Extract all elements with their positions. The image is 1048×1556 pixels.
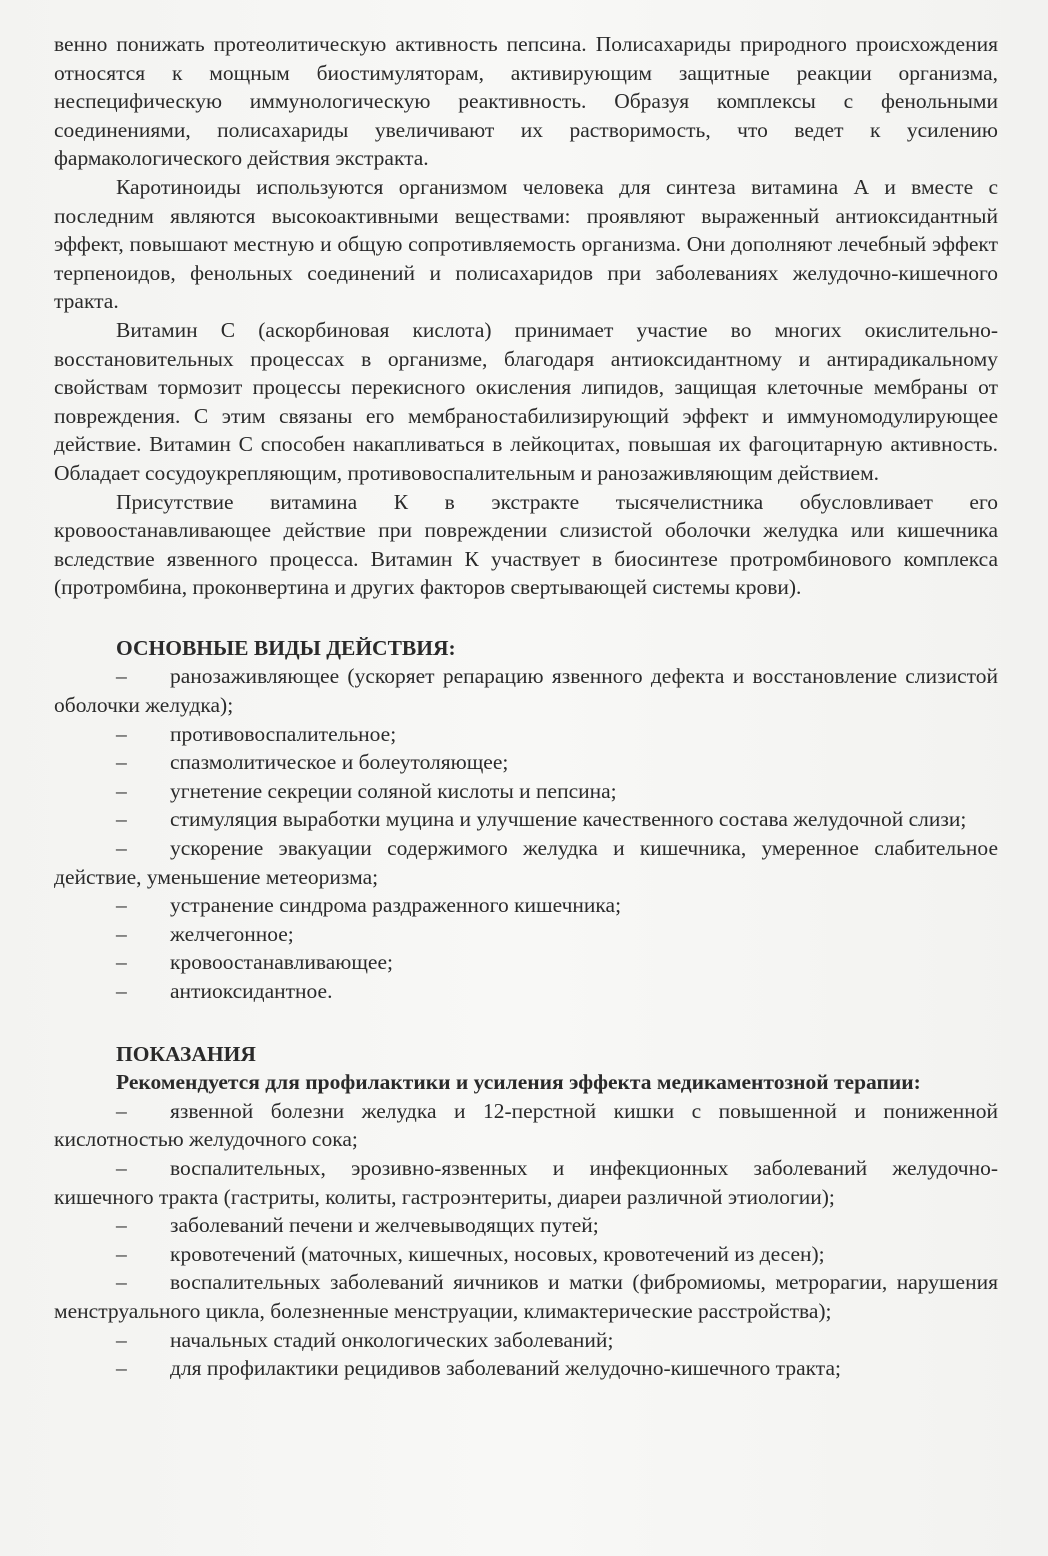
section-spacer <box>54 602 998 634</box>
dash-marker: – <box>116 950 127 975</box>
dash-marker: – <box>116 893 127 918</box>
dash-marker: – <box>116 664 127 689</box>
list-item: – устранение синдрома раздраженного кишечника; <box>54 891 998 920</box>
list-item: – воспалительных, эрозивно-язвенных и инфекционных заболеваний желудочно-кишечного тракта (гастриты, колиты, гастроэнтериты, диареи различной этиологии); <box>54 1155 998 1209</box>
dash-marker: – <box>116 721 127 746</box>
list-item: – ускорение эвакуации содержимого желудка и кишечника, умеренное слабительное действие, уменьшение метеоризма; <box>54 836 998 889</box>
dash-marker: – <box>116 1270 127 1295</box>
list-item: – начальных стадий онкологических заболеваний; <box>54 1326 998 1355</box>
dash-marker: – <box>116 1155 127 1180</box>
dash-marker: – <box>116 979 127 1003</box>
paragraph-carotenoids: Каротиноиды используются организмом человека для синтеза витамина А и вместе с последним являются высокоактивными веществами: проявляют выраженный антиоксидантный эффект, повышают местную и общую сопротивляемость организма. Они дополняют лечебный эффект терпеноидов, фенольных соединений и полисахаридов при заболеваниях желудочно-кишечного тракта. <box>54 174 998 314</box>
list-item: – язвенной болезни желудка и 12-перстной кишки с повышенной и пониженной кислотностью желудочного сока; <box>54 1098 998 1152</box>
dash-marker: – <box>116 1213 127 1238</box>
list-item: – для профилактики рецидивов заболеваний желудочно-кишечного тракта; <box>54 1354 998 1383</box>
list-item: – желчегонное; <box>54 920 998 949</box>
dash-marker: – <box>116 778 127 803</box>
list-item: – кровоостанавливающее; <box>54 948 998 977</box>
section-spacer <box>54 1006 998 1040</box>
dash-marker: – <box>116 1327 127 1352</box>
dash-marker: – <box>116 921 127 946</box>
paragraph-polysaccharides: венно понижать протеолитическую активность пепсина. Полисахариды природного происхождения относятся к мощным биостимуляторам, активирующим защитные реакции организма, неспецифическую иммунологическую реактивность. Образуя комплексы с фенольными соединениями, полисахариды увеличивают их растворимость, что ведет к усилению фармакологического действия экстракта. <box>54 32 998 171</box>
list-item: – заболеваний печени и желчевыводящих путей; <box>54 1211 998 1240</box>
dash-marker: – <box>116 1241 127 1266</box>
paragraph-vitamin-c: Витамин С (аскорбиновая кислота) принимает участие во многих окислительно-восстановительных процессах в организме, благодаря антиоксидантному и антирадикальному свойствам тормозит процессы перекисного окисления липидов, защищая клеточные мембраны от повреждения. С этим связаны его мембраностабилизирующий эффект и иммуномодулирующее действие. Витамин С способен накапливаться в лейкоцитах, повышая их фагоцитарную активность. Обладает сосудоукрепляющим, противовоспалительным и ранозаживляющим действием. <box>54 317 998 485</box>
indications-list <box>54 1097 998 1383</box>
list-item: – спазмолитическое и болеутоляющее; <box>54 748 998 777</box>
list-item: – воспалительных заболеваний яичников и матки (фибромиомы, метрорагии, нарушения менструального цикла, болезненные менструации, климактерические расстройства); <box>54 1270 998 1323</box>
list-item: – кровотечений (маточных, кишечных, носовых, кровотечений из десен); <box>54 1240 998 1269</box>
indications-lead: Рекомендуется для профилактики и усиления эффекта медикаментозной терапии: <box>116 1070 921 1095</box>
actions-list <box>54 662 998 1005</box>
section-heading-indications: ПОКАЗАНИЯ <box>116 1041 256 1066</box>
section-heading-actions: ОСНОВНЫЕ ВИДЫ ДЕЙСТВИЯ: <box>116 635 456 660</box>
list-item: – противовоспалительное; <box>54 720 998 749</box>
list-item: – ранозаживляющее (ускоряет репарацию язвенного дефекта и восстановление слизистой оболочки желудка); <box>54 664 998 718</box>
list-item: – угнетение секреции соляной кислоты и пепсина; <box>54 777 998 806</box>
dash-marker: – <box>116 1098 127 1123</box>
dash-marker: – <box>116 750 127 775</box>
dash-marker: – <box>116 836 127 861</box>
paragraph-vitamin-k: Присутствие витамина К в экстракте тысячелистника обусловливает его кровоостанавливающее действие при повреждении слизистой оболочки желудка или кишечника вследствие язвенного процесса. Витамин К участвует в биосинтезе протромбинового комплекса (протромбина, проконвертина и других факторов свертывающей системы крови). <box>54 489 998 600</box>
dash-marker: – <box>116 807 127 832</box>
list-item: – антиоксидантное. <box>54 977 998 1006</box>
list-item: – стимуляция выработки муцина и улучшение качественного состава желудочной слизи; <box>54 805 998 834</box>
dash-marker: – <box>116 1356 127 1381</box>
